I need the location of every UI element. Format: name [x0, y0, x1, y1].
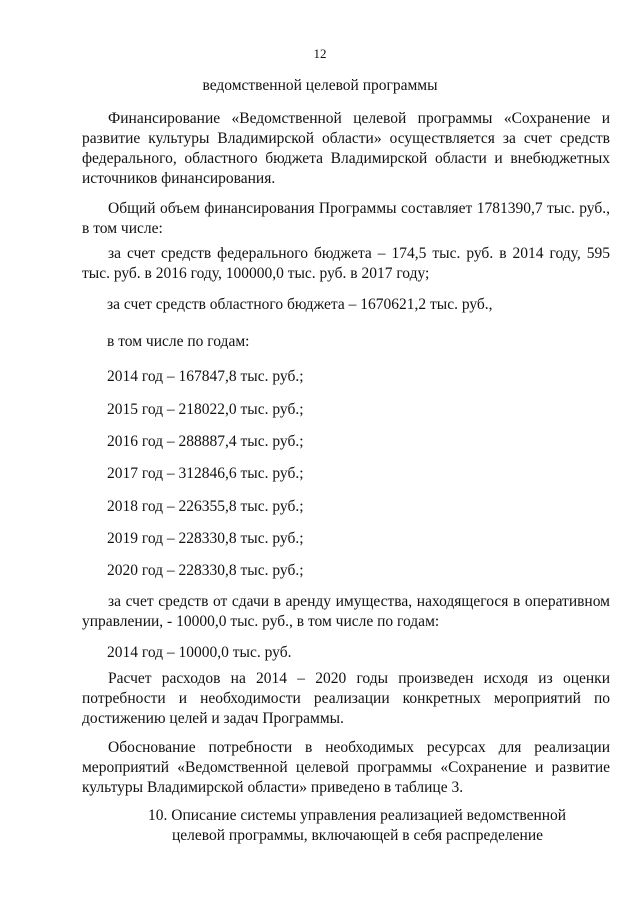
- year-line: 2020 год – 228330,8 тыс. руб.;: [107, 562, 304, 579]
- section-10-line-2: целевой программы, включающей в себя распределение: [172, 827, 544, 844]
- paragraph-justification: Обоснование потребности в необходимых ресурсах для реализации мероприятий «Ведомственной целевой программы «Сохранение и развитие культуры Владимирской области» приведено в таблице 3.: [82, 739, 610, 796]
- paragraph-rent: за счет средств от сдачи в аренду имущества, находящегося в оперативном управлении, - 10000,0 тыс. руб., в том числе по годам:: [82, 593, 610, 630]
- paragraph-calculation: Расчет расходов на 2014 – 2020 годы произведен исходя из оценки потребности и необходимости реализации конкретных мероприятий по достижению целей и задач Программы.: [82, 670, 610, 727]
- rent-year-line: 2014 год – 10000,0 тыс. руб.: [107, 644, 292, 661]
- year-line: 2018 год – 226355,8 тыс. руб.;: [107, 498, 304, 515]
- section-10-line-1: 10. Описание системы управления реализацией ведомственной: [148, 807, 567, 824]
- year-line: 2017 год – 312846,6 тыс. руб.;: [107, 465, 304, 482]
- paragraph-total: Общий объем финансирования Программы составляет 1781390,7 тыс. руб., в том числе:: [82, 200, 610, 237]
- year-line: 2019 год – 228330,8 тыс. руб.;: [107, 530, 304, 547]
- year-line: 2016 год – 288887,4 тыс. руб.;: [107, 433, 304, 450]
- paragraph-regional: за счет средств областного бюджета – 1670621,2 тыс. руб.,: [107, 296, 493, 313]
- page-number: 12: [313, 46, 327, 61]
- year-line: 2014 год – 167847,8 тыс. руб.;: [107, 368, 304, 385]
- paragraph-federal: за счет средств федерального бюджета – 174,5 тыс. руб. в 2014 году, 595 тыс. руб. в 2016 году, 100000,0 тыс. руб. в 2017 году;: [82, 245, 610, 282]
- paragraph-financing: Финансирование «Ведомственной целевой программы «Сохранение и развитие культуры Владимирской области» осуществляется за счет средств федерального, областного бюджета Владимирской области и внебюджетных источников финансирования.: [82, 110, 610, 187]
- paragraph-by-years: в том числе по годам:: [107, 333, 250, 350]
- year-line: 2015 год – 218022,0 тыс. руб.;: [107, 401, 304, 418]
- section-10-heading: [148, 806, 588, 846]
- heading-continuation: ведомственной целевой программы: [202, 77, 438, 94]
